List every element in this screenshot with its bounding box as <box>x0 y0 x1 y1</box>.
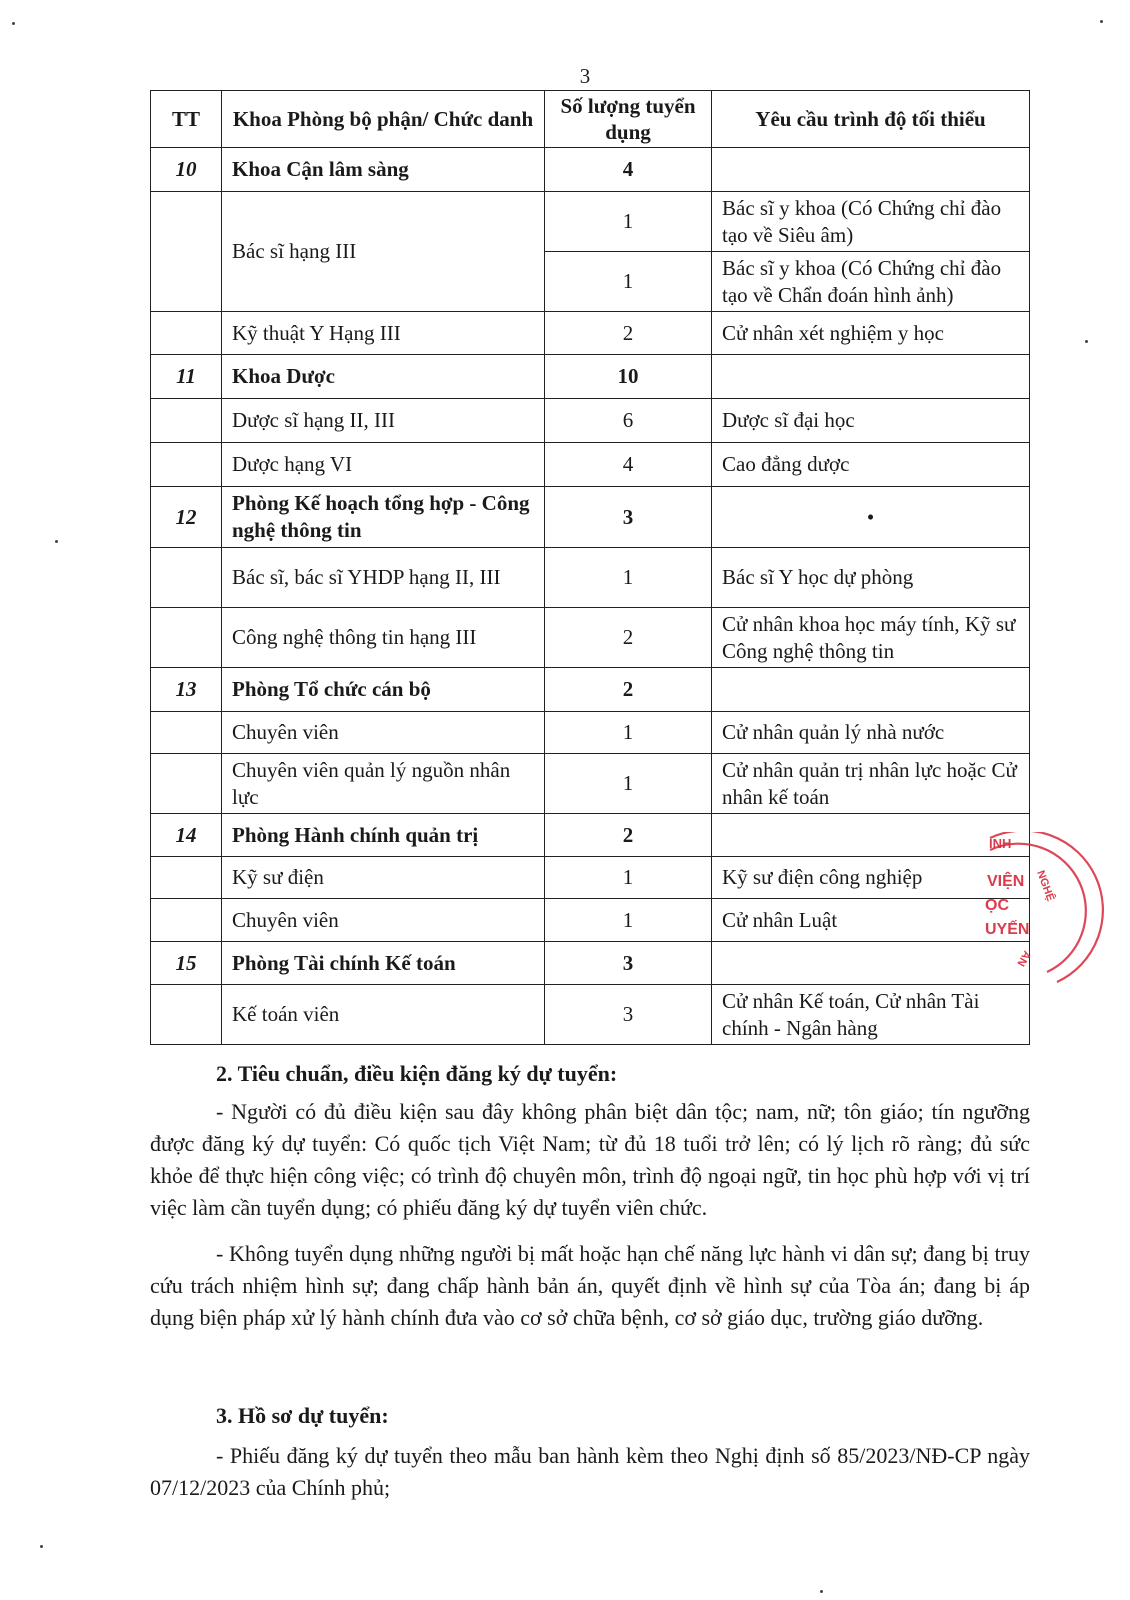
table-row <box>151 814 1030 857</box>
seal-text-3: ỌC <box>985 897 1009 914</box>
cell-requirement: Cử nhân quản lý nhà nước <box>712 712 1030 754</box>
seal-text-1: INH <box>989 836 1012 851</box>
table-row <box>151 608 1030 668</box>
cell-dept-name: Phòng Tổ chức cán bộ <box>222 668 545 712</box>
cell-requirement: Dược sĩ đại học <box>712 399 1030 443</box>
table-row <box>151 712 1030 754</box>
cell-count: 1 <box>545 754 712 814</box>
cell-position-name: Bác sĩ hạng III <box>222 192 545 312</box>
cell-requirement <box>712 814 1030 857</box>
table-row <box>151 148 1030 192</box>
table-row <box>151 443 1030 487</box>
cell-dept-name: Phòng Hành chính quản trị <box>222 814 545 857</box>
cell-tt <box>151 712 222 754</box>
table-row <box>151 312 1030 355</box>
cell-count: 2 <box>545 814 712 857</box>
table-row <box>151 487 1030 548</box>
scan-speck <box>1085 340 1088 343</box>
cell-requirement <box>712 668 1030 712</box>
cell-count: 3 <box>545 985 712 1045</box>
cell-count: 3 <box>545 942 712 985</box>
cell-tt <box>151 192 222 312</box>
cell-position-name: Công nghệ thông tin hạng III <box>222 608 545 668</box>
section-2-paragraph-1: - Người có đủ điều kiện sau đây không phân biệt dân tộc; nam, nữ; tôn giáo; tín ngưỡng được đăng ký dự tuyển: Có quốc tịch Việt Nam; từ đủ 18 tuổi trở lên; có lý lịch rõ ràng; đủ sức khỏe để thực hiện công việc; có trình độ chuyên môn, trình độ ngoại ngữ, tin học phù hợp với vị trí việc làm cần tuyển dụng; có phiếu đăng ký dự tuyển viên chức. <box>150 1099 1030 1220</box>
cell-dept-name: Khoa Dược <box>222 355 545 399</box>
cell-requirement <box>712 355 1030 399</box>
seal-text-5: NGHỆ <box>1034 868 1057 903</box>
table-row <box>151 355 1030 399</box>
scan-speck <box>1100 20 1103 23</box>
cell-count: 4 <box>545 148 712 192</box>
header-tt: TT <box>151 91 222 148</box>
cell-tt <box>151 857 222 899</box>
cell-count: 2 <box>545 608 712 668</box>
cell-position-name: Kỹ sư điện <box>222 857 545 899</box>
cell-tt: 14 <box>151 814 222 857</box>
table-header-row <box>151 91 1030 148</box>
section-2 <box>150 1058 1030 1334</box>
cell-count: 6 <box>545 399 712 443</box>
cell-count: 1 <box>545 252 712 312</box>
section-2-paragraph-2: - Không tuyển dụng những người bị mất hoặc hạn chế năng lực hành vi dân sự; đang bị truy cứu trách nhiệm hình sự; đang chấp hành bản án, quyết định về hình sự của Tòa án; đang bị áp dụng biện pháp xử lý hành chính đưa vào cơ sở chữa bệnh, cơ sở giáo dục, trường giáo dưỡng. <box>150 1241 1030 1330</box>
recruitment-table <box>150 90 1033 1045</box>
table-row <box>151 399 1030 443</box>
cell-count: 10 <box>545 355 712 399</box>
table-row <box>151 857 1030 899</box>
cell-tt <box>151 985 222 1045</box>
cell-count: 1 <box>545 899 712 942</box>
scan-speck <box>40 1545 43 1548</box>
cell-requirement: Cử nhân Luật <box>712 899 1030 942</box>
table-row <box>151 899 1030 942</box>
cell-position-name: Dược sĩ hạng II, III <box>222 399 545 443</box>
scan-speck <box>55 540 58 543</box>
cell-tt <box>151 548 222 608</box>
cell-requirement <box>712 148 1030 192</box>
header-count: Số lượng tuyển dụng <box>545 91 712 148</box>
cell-requirement: Cử nhân Kế toán, Cử nhân Tài chính - Ngân hàng <box>712 985 1030 1045</box>
cell-tt <box>151 312 222 355</box>
table-row <box>151 548 1030 608</box>
cell-count: 4 <box>545 443 712 487</box>
cell-requirement: • <box>712 487 1030 548</box>
cell-requirement: Cử nhân quản trị nhân lực hoặc Cử nhân kế toán <box>712 754 1030 814</box>
cell-requirement: Cử nhân xét nghiệm y học <box>712 312 1030 355</box>
table-row <box>151 192 1030 252</box>
table-row <box>151 942 1030 985</box>
cell-tt <box>151 399 222 443</box>
cell-tt: 11 <box>151 355 222 399</box>
header-dept-title: Khoa Phòng bộ phận/ Chức danh <box>222 91 545 148</box>
table-row <box>151 985 1030 1045</box>
cell-requirement: Cao đẳng dược <box>712 443 1030 487</box>
cell-requirement <box>712 942 1033 985</box>
table-row <box>151 668 1030 712</box>
cell-tt: 15 <box>151 942 222 985</box>
cell-dept-name: Phòng Tài chính Kế toán <box>222 942 545 985</box>
scan-speck <box>12 22 15 25</box>
cell-count: 3 <box>545 487 712 548</box>
cell-count: 1 <box>545 712 712 754</box>
cell-dept-name: Phòng Kế hoạch tổng hợp - Công nghệ thông tin <box>222 487 545 548</box>
cell-position-name: Kỹ thuật Y Hạng III <box>222 312 545 355</box>
cell-position-name: Chuyên viên quản lý nguồn nhân lực <box>222 754 545 814</box>
seal-text-2: VIỆN <box>987 873 1025 890</box>
cell-count: 2 <box>545 668 712 712</box>
cell-count: 1 <box>545 857 712 899</box>
cell-tt <box>151 443 222 487</box>
seal-text-6: AN <box>1014 948 1033 969</box>
cell-position-name: Kế toán viên <box>222 985 545 1045</box>
cell-count: 2 <box>545 312 712 355</box>
cell-dept-name: Khoa Cận lâm sàng <box>222 148 545 192</box>
cell-tt: 13 <box>151 668 222 712</box>
cell-position-name: Chuyên viên <box>222 899 545 942</box>
table-row <box>151 754 1030 814</box>
cell-requirement: Kỹ sư điện công nghiệp <box>712 857 1030 899</box>
cell-position-name: Chuyên viên <box>222 712 545 754</box>
cell-tt <box>151 899 222 942</box>
cell-position-name: Bác sĩ, bác sĩ YHDP hạng II, III <box>222 548 545 608</box>
cell-count: 1 <box>545 548 712 608</box>
cell-count: 1 <box>545 192 712 252</box>
seal-text-4: UYẾN <box>985 921 1030 938</box>
cell-tt <box>151 608 222 668</box>
cell-requirement: Bác sĩ Y học dự phòng <box>712 548 1030 608</box>
page-number: 3 <box>579 64 591 88</box>
section-2-heading: 2. Tiêu chuẩn, điều kiện đăng ký dự tuyển: <box>216 1061 618 1086</box>
cell-tt: 12 <box>151 487 222 548</box>
section-3-heading: 3. Hồ sơ dự tuyển: <box>216 1403 389 1428</box>
cell-position-name: Dược hạng VI <box>222 443 545 487</box>
scan-speck <box>820 1590 823 1593</box>
cell-requirement: Cử nhân khoa học máy tính, Kỹ sư Công nghệ thông tin <box>712 608 1030 668</box>
cell-requirement: Bác sĩ y khoa (Có Chứng chỉ đào tạo về Siêu âm) <box>712 192 1030 252</box>
cell-tt <box>151 754 222 814</box>
section-3 <box>150 1400 1030 1504</box>
header-requirement: Yêu cầu trình độ tối thiểu <box>712 91 1030 148</box>
cell-tt: 10 <box>151 148 222 192</box>
section-3-paragraph-1: - Phiếu đăng ký dự tuyển theo mẫu ban hành kèm theo Nghị định số 85/2023/NĐ-CP ngày 07/12/2023 của Chính phủ; <box>150 1443 1030 1500</box>
cell-requirement: Bác sĩ y khoa (Có Chứng chỉ đào tạo về Chẩn đoán hình ảnh) <box>712 252 1030 312</box>
